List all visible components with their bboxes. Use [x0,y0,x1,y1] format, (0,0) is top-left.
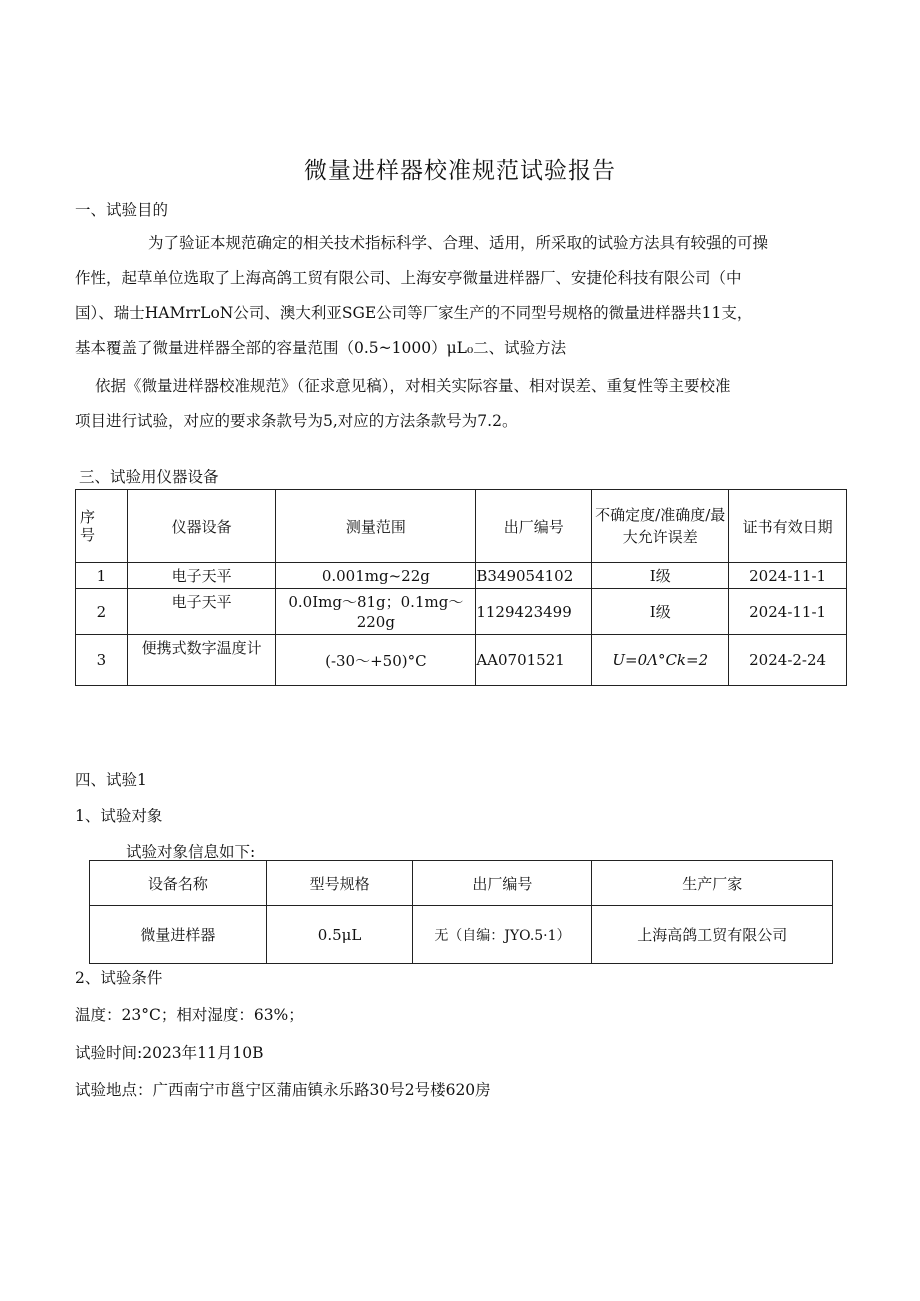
cell-serial: AA0701521 [476,635,592,686]
cell-device: 电子天平 [127,589,276,635]
test-object-table [89,860,833,964]
header-serial: 出厂编号 [413,861,592,906]
cell-seq: 1 [76,563,128,589]
cell-name: 微量进样器 [90,906,267,964]
header-name: 设备名称 [90,861,267,906]
table-row [76,563,847,589]
cell-maker: 上海高鸽工贸有限公司 [592,906,833,964]
section1-paragraph [75,226,847,366]
cell-range: 0.001mg~22g [276,563,476,589]
section3-heading: 三、试验用仪器设备 [79,468,219,486]
cell-model: 0.5μL [266,906,413,964]
cell-cert-date: 2024-11-1 [729,563,847,589]
para-line: 为了验证本规范确定的相关技术指标科学、合理、适用，所采取的试验方法具有较强的可操 [148,234,769,252]
report-title: 微量进样器校准规范试验报告 [304,158,616,184]
cell-seq: 3 [76,635,128,686]
test-conditions-heading: 2、试验条件 [75,969,163,987]
cell-uncertainty: U=0Λ°Ck=2 [592,635,729,686]
table-row [76,635,847,686]
header-cert-date: 证书有效日期 [729,490,847,563]
header-model: 型号规格 [266,861,413,906]
cell-device: 电子天平 [127,563,276,589]
conditions-location: 试验地点：广西南宁市邕宁区蒲庙镇永乐路30号2号楼620房 [75,1081,491,1099]
table-row [90,906,833,964]
para-line: 作性，起草单位选取了上海高鸽工贸有限公司、上海安亭微量进样器厂、安捷伦科技有限公司（中 [75,269,742,287]
table-row [76,589,847,635]
instrument-table [75,489,847,686]
header-maker: 生产厂家 [592,861,833,906]
cell-serial: 1129423499 [476,589,592,635]
para-line: 项目进行试验，对应的要求条款号为5,对应的方法条款号为7.2。 [75,412,518,430]
cell-seq: 2 [76,589,128,635]
table-header-row [90,861,833,906]
header-device: 仪器设备 [127,490,276,563]
test-object-intro: 试验对象信息如下: [126,843,256,861]
para-line: 依据《微量进样器校准规范》（征求意见稿），对相关实际容量、相对误差、重复性等主要校准 [95,377,731,395]
section2-paragraph [75,369,847,439]
cell-cert-date: 2024-11-1 [729,589,847,635]
header-uncertainty: 不确定度/准确度/最大允许误差 [592,490,729,563]
header-range: 测量范围 [276,490,476,563]
cell-range: 0.0Img～81g；0.1mg～220g [276,589,476,635]
cell-serial: 无（自编：JYO.5·1） [413,906,592,964]
table-header-row [76,490,847,563]
conditions-date: 试验时间:2023年11月10B [75,1044,264,1062]
cell-range: (-30～+50)°C [276,635,476,686]
cell-uncertainty: I级 [592,563,729,589]
cell-cert-date: 2024-2-24 [729,635,847,686]
para-line: 基本覆盖了微量进样器全部的容量范围（0.5~1000）μL₀二、试验方法 [75,339,567,357]
header-serial: 出厂编号 [476,490,592,563]
section4-heading: 四、试验1 [75,771,147,789]
conditions-temperature: 温度：23°C；相对湿度：63%； [75,1006,304,1024]
cell-device: 便携式数字温度计 [127,635,276,686]
cell-uncertainty: I级 [592,589,729,635]
header-seq: 序号 [76,490,128,563]
test-object-heading: 1、试验对象 [75,807,163,825]
section1-heading: 一、试验目的 [75,201,169,219]
cell-serial: B349054102 [476,563,592,589]
para-line: 国）、瑞士HAMrrLoN公司、澳大利亚SGE公司等厂家生产的不同型号规格的微量进样器共11支， [75,304,753,322]
